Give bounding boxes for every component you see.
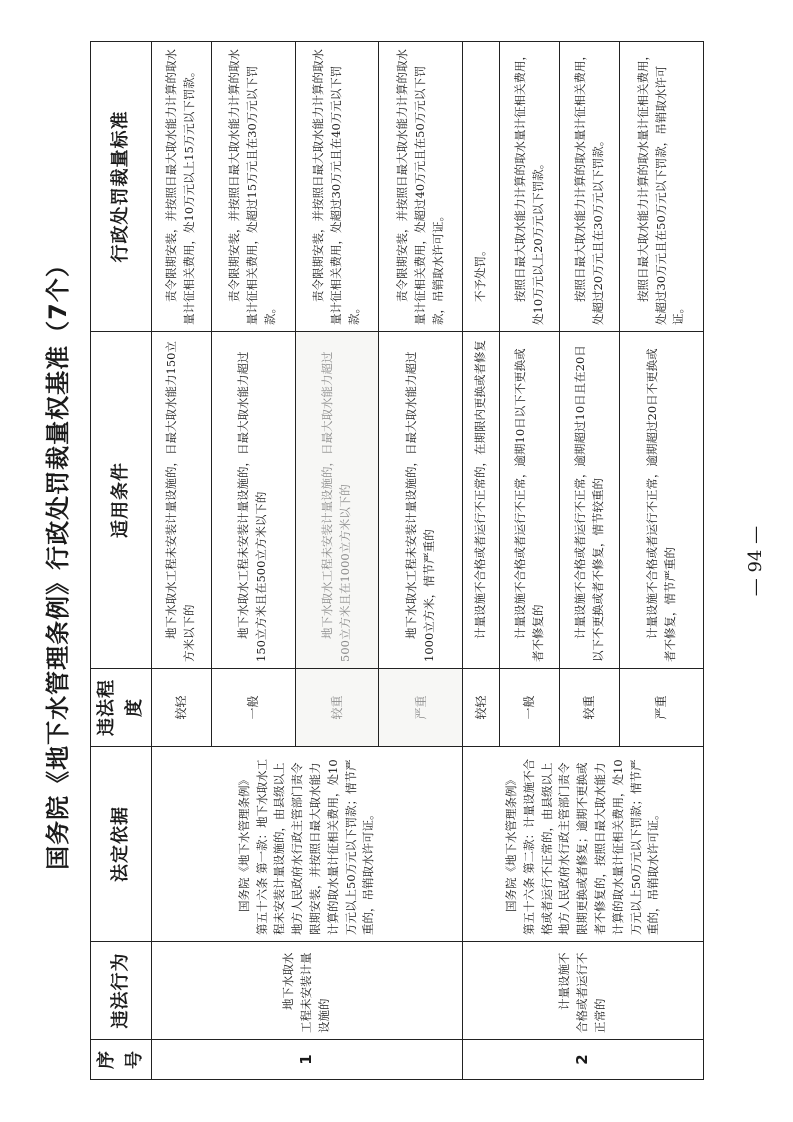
- violation-act: 地下水取水工程未安装计量设施的: [151, 942, 462, 1040]
- applicable-condition: 地下水取水工程未安装计量设施的，日最大取水能力超过1000立方米，情节严重的: [379, 332, 463, 669]
- header-standard: 行政处罚裁量标准: [91, 42, 152, 332]
- penalty-standard: 责令限期安装，并按照日最大取水能力计算的取水量计征相关费用，处10万元以上15万元以下罚款。: [151, 42, 211, 332]
- header-degree: 违法程度: [91, 669, 152, 747]
- applicable-condition: 计量设施不合格或者运行不正常，逾期超过20日不更换或者不修复，情节严重的: [620, 332, 704, 669]
- header-no: 序号: [91, 1040, 152, 1080]
- page-number: — 94 —: [745, 525, 766, 597]
- table-header-row: [91, 42, 152, 1080]
- header-act: 违法行为: [91, 942, 152, 1040]
- table-row: [151, 42, 211, 1080]
- penalty-standard: 不予处罚。: [463, 42, 500, 332]
- violation-degree: 严重: [620, 669, 704, 747]
- violation-degree: 较轻: [151, 669, 211, 747]
- violation-degree: 较轻: [463, 669, 500, 747]
- penalty-standard: 责令限期安装，并按照日最大取水能力计算的取水量计征相关费用，处超过15万元且在30万元以下罚款。: [211, 42, 295, 332]
- penalty-standard: 责令限期安装，并按照日最大取水能力计算的取水量计征相关费用，处超过40万元且在50万元以下罚款，吊销取水许可证。: [379, 42, 463, 332]
- penalty-discretion-table: [90, 41, 704, 1080]
- applicable-condition: 地下水取水工程未安装计量设施的，日最大取水能力150立方米以下的: [151, 332, 211, 669]
- row-number: 2: [463, 1040, 704, 1080]
- applicable-condition: 地下水取水工程未安装计量设施的，日最大取水能力超过500立方米且在1000立方米以下的: [295, 332, 379, 669]
- penalty-standard: 按照日最大取水能力计算的取水量计征相关费用，处超过20万元且在30万元以下罚款。: [560, 42, 620, 332]
- legal-basis: 国务院《地下水管理条例》 第五十六条 第二款：计量设施不合格或者运行不正常的，由县级以上地方人民政府水行政主管部门责令限期更换或者修复；逾期不更换或者不修复的，按照日最大取水能力计算的取水量计征相关费用，处10万元以上50万元以下罚款；情节严重的，吊销取水许可证。: [463, 747, 704, 942]
- violation-degree: 一般: [211, 669, 295, 747]
- violation-act: 计量设施不合格或者运行不正常的: [463, 942, 704, 1040]
- applicable-condition: 地下水取水工程未安装计量设施的，日最大取水能力超过150立方米且在500立方米以下的: [211, 332, 295, 669]
- violation-degree: 一般: [500, 669, 560, 747]
- header-basis: 法定依据: [91, 747, 152, 942]
- penalty-standard: 按照日最大取水能力计算的取水量计征相关费用，处10万元以上20万元以下罚款。: [500, 42, 560, 332]
- header-condition: 适用条件: [91, 332, 152, 669]
- violation-degree: 较重: [560, 669, 620, 747]
- violation-degree: 严重: [379, 669, 463, 747]
- legal-basis: 国务院《地下水管理条例》 第五十六条 第一款：地下水取水工程未安装计量设施的，由县级以上地方人民政府水行政主管部门责令限期安装，并按照日最大取水能力计算的取水量计征相关费用，处10万元以上50万元以下罚款；情节严重的，吊销取水许可证。: [151, 747, 462, 942]
- penalty-standard: 按照日最大取水能力计算的取水量计征相关费用，处超过30万元且在50万元以下罚款，吊销取水许可证。: [620, 42, 704, 332]
- document-title: 国务院《地下水管理条例》行政处罚裁量权基准（7个）: [44, 252, 72, 870]
- violation-degree: 较重: [295, 669, 379, 747]
- penalty-standard: 责令限期安装，并按照日最大取水能力计算的取水量计征相关费用，处超过30万元且在40万元以下罚款。: [295, 42, 379, 332]
- applicable-condition: 计量设施不合格或者运行不正常，逾期10日以下不更换或者不修复的: [500, 332, 560, 669]
- applicable-condition: 计量设施不合格或者运行不正常的，在期限内更换或者修复: [463, 332, 500, 669]
- applicable-condition: 计量设施不合格或者运行不正常，逾期超过10日且在20日以下不更换或者不修复，情节较重的: [560, 332, 620, 669]
- table-row: [463, 42, 500, 1080]
- row-number: 1: [151, 1040, 462, 1080]
